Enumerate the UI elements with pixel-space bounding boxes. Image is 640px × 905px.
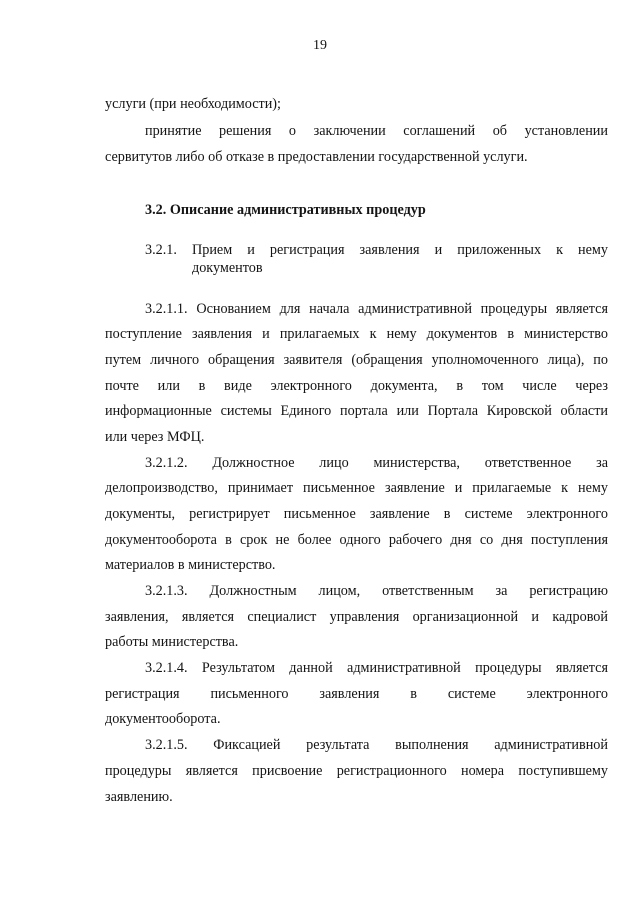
text-line: делопроизводство, принимает письменное заявление и прилагаемые к нему — [105, 480, 608, 496]
subsection-number: 3.2.1. — [145, 242, 177, 258]
section-heading: 3.2. Описание административных процедур — [145, 202, 426, 218]
text-line: сервитутов либо об отказе в предоставлении государственной услуги. — [105, 149, 528, 165]
text-line: заявлению. — [105, 789, 173, 805]
text-line: документооборота. — [105, 711, 221, 727]
subsection-title-cont: документов — [192, 260, 263, 276]
text-line: работы министерства. — [105, 634, 239, 650]
text-line: 3.2.1.1. Основанием для начала административной процедуры является — [145, 301, 608, 317]
text-line: услуги (при необходимости); — [105, 96, 281, 112]
text-line: материалов в министерство. — [105, 557, 276, 573]
page-number: 19 — [313, 38, 327, 53]
text-line: принятие решения о заключении соглашений об установлении — [145, 123, 608, 139]
text-line: 3.2.1.3. Должностным лицом, ответственным за регистрацию — [145, 583, 608, 599]
text-line: 3.2.1.5. Фиксацией результата выполнения административной — [145, 737, 608, 753]
text-line: процедуры является присвоение регистрационного номера поступившему — [105, 763, 608, 779]
text-line: регистрация письменного заявления в системе электронного — [105, 686, 608, 702]
text-line: документооборота в срок не более одного рабочего дня со дня поступления — [105, 532, 608, 548]
text-line: путем личного обращения заявителя (обращения уполномоченного лица), по — [105, 352, 608, 368]
text-line: поступление заявления и прилагаемых к нему документов в министерство — [105, 326, 608, 342]
text-line: 3.2.1.4. Результатом данной административной процедуры является — [145, 660, 608, 676]
text-line: заявления, является специалист управления организационной и кадровой — [105, 609, 608, 625]
text-line: 3.2.1.2. Должностное лицо министерства, ответственное за — [145, 455, 608, 471]
text-line: почте или в виде электронного документа, в том числе через — [105, 378, 608, 394]
text-line: или через МФЦ. — [105, 429, 205, 445]
subsection-title: Прием и регистрация заявления и приложенных к нему — [192, 242, 608, 258]
text-line: информационные системы Единого портала или Портала Кировской области — [105, 403, 608, 419]
text-line: документы, регистрирует письменное заявление в системе электронного — [105, 506, 608, 522]
